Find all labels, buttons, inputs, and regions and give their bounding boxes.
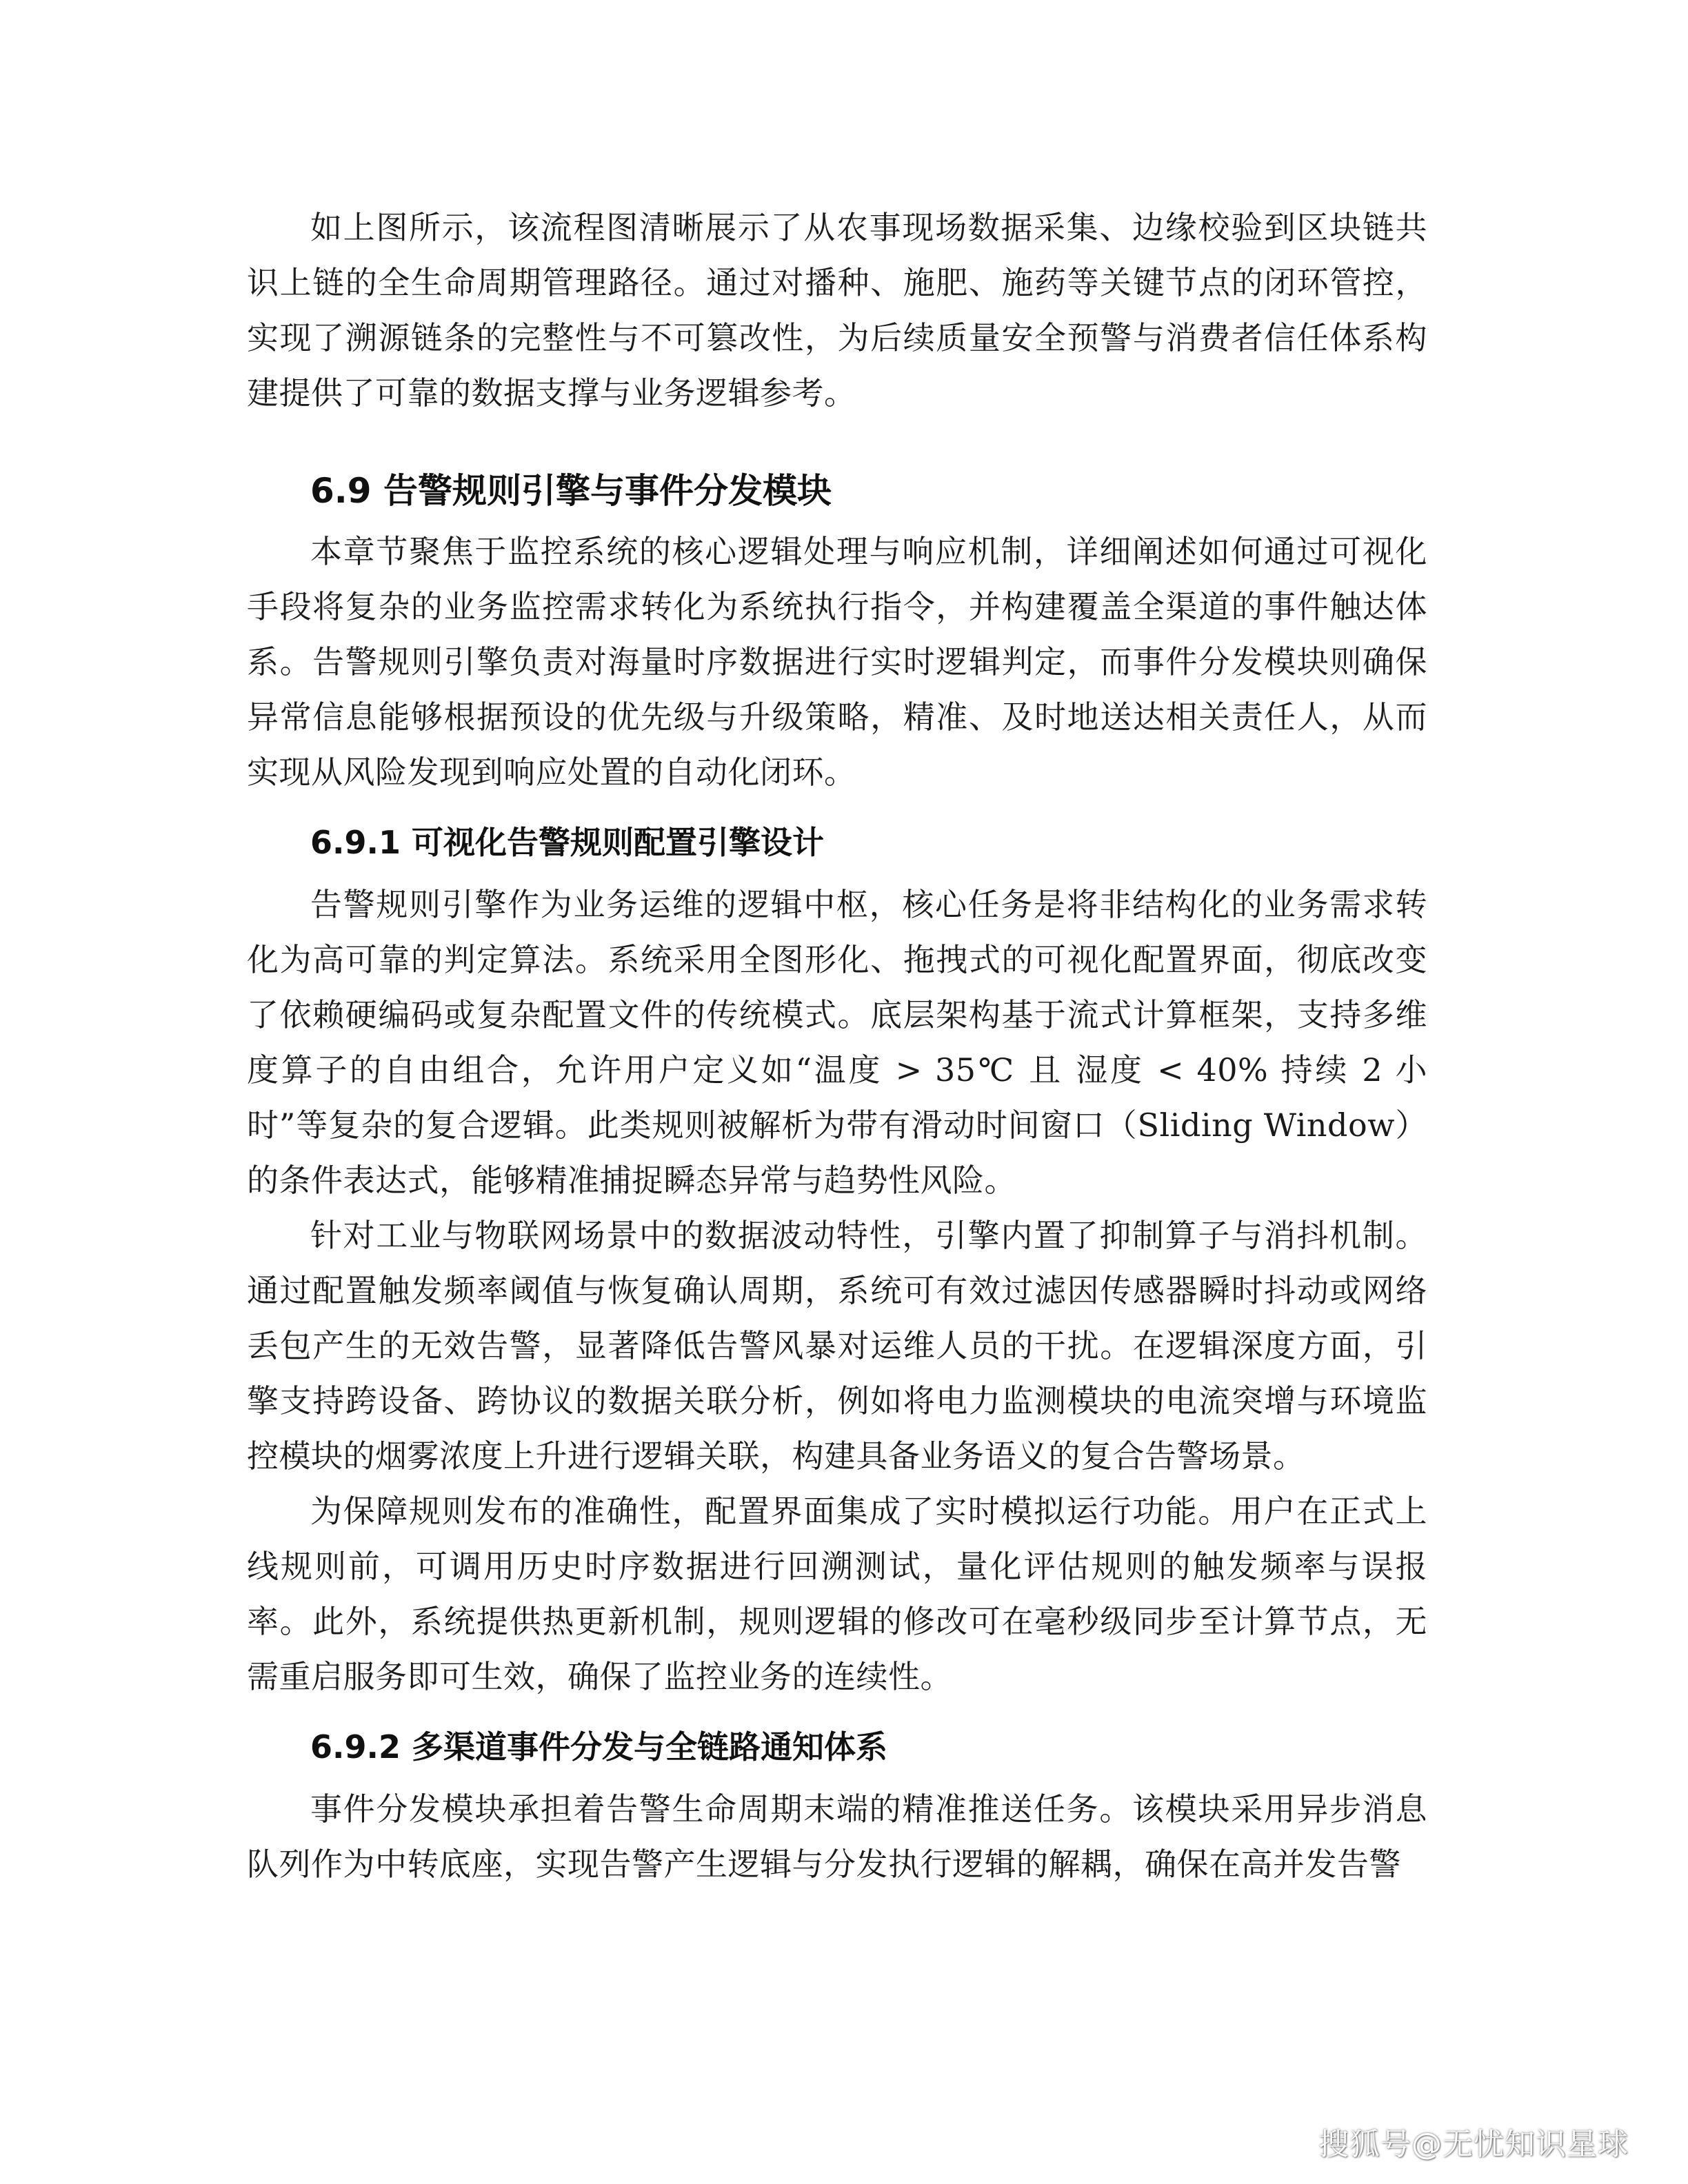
subsection-heading-6-9-1: 6.9.1 可视化告警规则配置引擎设计 — [310, 824, 824, 861]
section-6-9-paragraph: 本章节聚焦于监控系统的核心逻辑处理与响应机制，详细阐述如何通过可视化手段将复杂的业务监控需求转化为系统执行指令，并构建覆盖全渠道的事件触达体系。告警规则引擎负责对海量时序数据进行实时逻辑判定，而事件分发模块则确保异常信息能够根据预设的优先级与升级策略，精准、及时地送达相关责任人，从而实现从风险发现到响应处置的自动化闭环。 — [247, 533, 1427, 791]
document-page — [247, 200, 1427, 1892]
subsection-6-9-2-paragraph: 事件分发模块承担着告警生命周期末端的精准推送任务。该模块采用异步消息队列作为中转底座，实现告警产生逻辑与分发执行逻辑的解耦，确保在高并发告警 — [247, 1790, 1427, 1883]
subsection-6-9-1-paragraph-1: 告警规则引擎作为业务运维的逻辑中枢，核心任务是将非结构化的业务需求转化为高可靠的判定算法。系统采用全图形化、拖拽式的可视化配置界面，彻底改变了依赖硬编码或复杂配置文件的传统模式。底层架构基于流式计算框架，支持多维度算子的自由组合，允许用户定义如“温度 > 35℃ 且 湿度 < 40% 持续 2 小时”等复杂的复合逻辑。此类规则被解析为带有滑动时间窗口（Sliding Window）的条件表达式，能够精准捕捉瞬态异常与趋势性风险。 — [247, 886, 1427, 1199]
watermark-text: 搜狐号@无忧知识星球 — [1318, 2127, 1629, 2162]
subsection-6-9-1-paragraph-3: 为保障规则发布的准确性，配置界面集成了实时模拟运行功能。用户在正式上线规则前，可调用历史时序数据进行回溯测试，量化评估规则的触发频率与误报率。此外，系统提供热更新机制，规则逻辑的修改可在毫秒级同步至计算节点，无需重启服务即可生效，确保了监控业务的连续性。 — [247, 1493, 1427, 1695]
subsection-6-9-1-paragraph-2: 针对工业与物联网场景中的数据波动特性，引擎内置了抑制算子与消抖机制。通过配置触发频率阈值与恢复确认周期，系统可有效过滤因传感器瞬时抖动或网络丢包产生的无效告警，显著降低告警风暴对运维人员的干扰。在逻辑深度方面，引擎支持跨设备、跨协议的数据关联分析，例如将电力监测模块的电流突增与环境监控模块的烟雾浓度上升进行逻辑关联，构建具备业务语义的复合告警场景。 — [247, 1217, 1427, 1475]
subsection-heading-6-9-2: 6.9.2 多渠道事件分发与全链路通知体系 — [310, 1728, 887, 1766]
intro-paragraph: 如上图所示，该流程图清晰展示了从农事现场数据采集、边缘校验到区块链共识上链的全生命周期管理路径。通过对播种、施肥、施药等关键节点的闭环管控，实现了溯源链条的完整性与不可篡改性，为后续质量安全预警与消费者信任体系构建提供了可靠的数据支撑与业务逻辑参考。 — [247, 209, 1427, 412]
section-heading-6-9: 6.9 告警规则引擎与事件分发模块 — [310, 471, 832, 511]
